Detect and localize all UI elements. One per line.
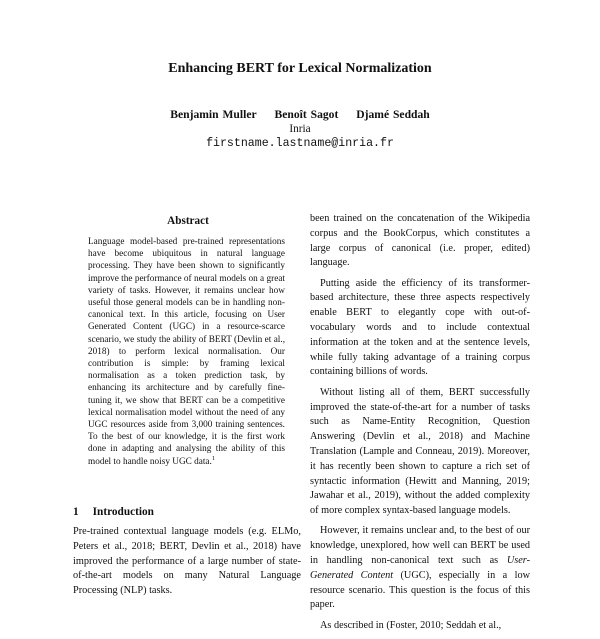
author-list [0, 108, 600, 121]
paragraph-text: However, it remains unclear and, to the best of our knowledge, unexplored, how well can BERT be used in handling non-canonical text such as [310, 525, 530, 567]
paragraph: Putting aside the efficiency of its transformer-based architecture, these three aspects respectively enable BERT to elegantly cope with out-of-vocabulary words and to include contextual information at the token and at the sentence levels, while fully taking advantage of a training corpus containing billions of words. [310, 277, 530, 378]
paragraph-text: (UGC), especially in a low resource scenario. This question is the focus of this paper. [310, 569, 530, 611]
paragraph: been trained on the concatenation of the Wikipedia corpus and the BookCorpus, which constitutes a large corpus of canonical (i.e. proper, edited) language. [310, 213, 530, 269]
affiliation: Inria [289, 123, 311, 135]
abstract-text: Language model-based pre-trained representations have become ubiquitous in natural language processing. They have been shown to significantly improve the performance of neural models on a great variety of tasks. However, it remains unclear how useful those general models can be in handling non-canonical text. In this article, focusing on User Generated Content (UGC) in a resource-scarce scenario, we study the ability of BERT (Devlin et al., 2018) to perform lexical normalisation. Our contribution is simple: by framing lexical normalisation as a token prediction task, by enhancing its architecture and by carefully fine-tuning it, we show that BERT can be a competitive lexical normalisation model without the need of any UGC resources aside from 3,000 training sentences. To the best of our knowledge, it is the first work done in adapting and analysing the ability of this model to handle noisy UGC data. [88, 237, 285, 467]
section-title: Introduction [92, 506, 154, 518]
author-name: Djamé Seddah [356, 108, 430, 121]
section-number: 1 [73, 506, 79, 518]
paragraph: Without listing all of them, BERT successfully improved the state-of-the-art for a number of tasks such as Name-Entity Recognition, Question Answering (Devlin et al., 2018) and Machine Translation (Lample and Conneau, 2019). Moreover, it has recently been shown to capture a rich set of syntactic information (Hewitt and Manning, 2019; Jawahar et al., 2019), without the added complexity of more complex syntax-based language models. [310, 386, 530, 517]
author-name: Benoît Sagot [274, 108, 339, 121]
author-name: Benjamin Muller [170, 108, 257, 121]
footnote-mark: 1 [211, 454, 216, 462]
abstract-body [88, 236, 285, 468]
paper-title: Enhancing BERT for Lexical Normalization [168, 61, 432, 76]
author-email: firstname.lastname@inria.fr [206, 137, 394, 150]
abstract-heading: Abstract [167, 215, 209, 227]
section-heading [73, 506, 154, 518]
emphasized-term: User-Generated Content [310, 555, 530, 581]
intro-paragraph: Pre-trained contextual language models (e.g. ELMo, Peters et al., 2018; BERT, Devlin et al., 2018) have improved the performance of a large number of state-of-the-art models on many Natural Language Processing (NLP) tasks. [73, 526, 301, 597]
paragraph: As described in (Foster, 2010; Seddah et al., [320, 619, 502, 631]
right-column [310, 212, 530, 639]
